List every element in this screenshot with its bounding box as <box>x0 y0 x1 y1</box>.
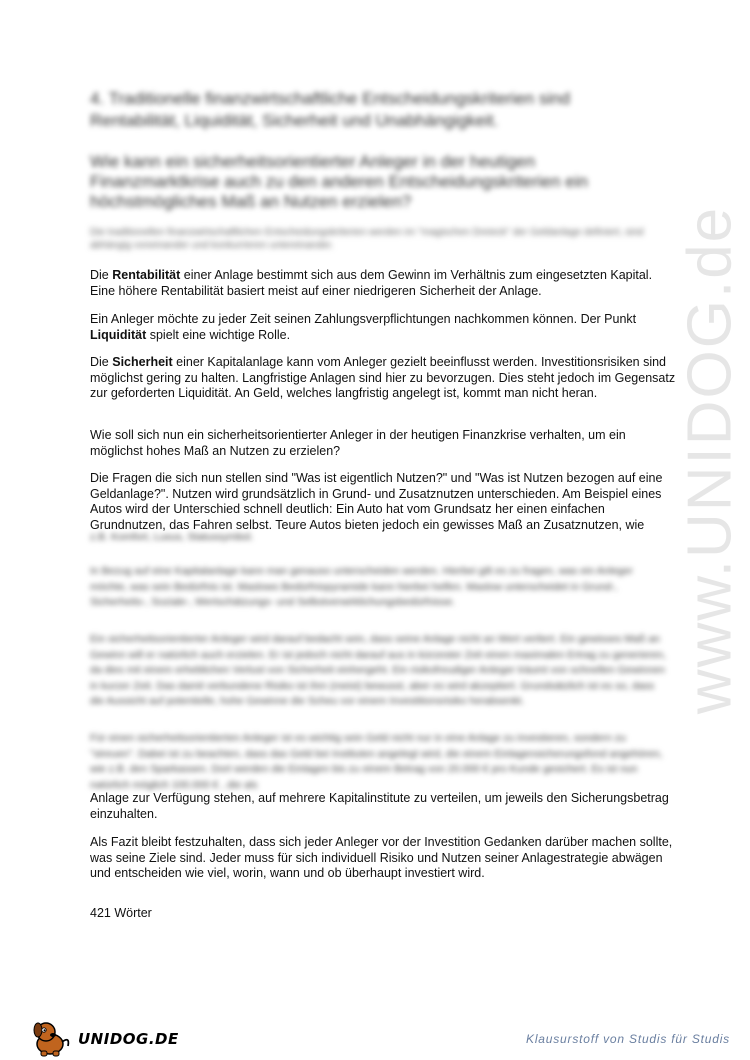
watermark: www.UNIDOG.de <box>675 205 745 715</box>
paragraph-sicherheit: Die Sicherheit einer Kapitalanlage kann vom Anleger gezielt beeinflusst werden. Investitionsrisiken sind möglichst gering zu halten. Langfristige Anlagen sind hier zu bevorzugen. Dies steht jedoch im Gegensatz zur geforderten Liquidität. An Geld, welches langfristig angelegt ist, kommt man nicht heran. <box>90 355 676 400</box>
paragraph-fazit: Als Fazit bleibt festzuhalten, dass sich jeder Anleger vor der Investition Gedanken darüber machen sollte, was seine Ziele sind. Jeder muss für sich individuell Risiko und Nutzen seiner Anlagestrategie abwägen und entscheiden wie viel, worin, wann und ob überhaupt investiert wird. <box>90 835 673 880</box>
intro-paragraph: Die traditionellen finanzwirtschaftlichen Entscheidungskriterien werden im "magischen Dreieck" der Geldanlage definiert, sind abhängig voneinander und konkurrieren untereinander. <box>90 227 644 251</box>
unidog-logo[interactable] <box>26 1018 179 1058</box>
logo-text: UNIDOG.DE <box>78 1030 179 1048</box>
paragraph-nutzen: Die Fragen die sich nun stellen sind "Was ist eigentlich Nutzen?" und "Was ist Nutzen bezogen auf eine Geldanlage?". Nutzen wird grundsätzlich in Grund- und Zusatznutzen unterschieden. Am Beispiel eines Autos wird der Unterschied schnell deutlich: Ein Auto hat vom Grundsatz her einen einfachen Grundnutzen, das Fahren selbst. Teure Autos bieten jedoch ein gewisses Maß an Zusatznutzen, wie <box>90 471 663 532</box>
dog-mascot-icon <box>26 1018 74 1058</box>
footer-slogan: Klausurstoff von Studis für Studis <box>526 1032 730 1046</box>
paragraph-maslow-blurred: In Bezug auf eine Kapitalanlage kann man genauso unterscheiden werden. Hierbei gilt es zu fragen, was ein Anleger möchte, was sein Bedürfnis ist. Maslows Bedürfnispyramide kann hierbei helfen. Maslow unterscheidet in Grund-, Sicherheits-, Soziale-, Wertschätzungs- und Selbstverwirklichungsbedürfnisse. <box>90 565 633 608</box>
paragraph-liquiditaet: Ein Anleger möchte zu jeder Zeit seinen Zahlungsverpflichtungen nachkommen können. Der Punkt Liquidität spielt eine wichtige Rolle. <box>90 312 637 342</box>
paragraph-streuen: Anlage zur Verfügung stehen, auf mehrere Kapitalinstitute zu verteilen, um jeweils den Sicherungsbetrag einzuhalten. <box>90 791 669 821</box>
paragraph-anleger-blurred: Ein sicherheitsorientierter Anleger wird darauf bedacht sein, dass seine Anlage nicht an Wert verliert. Ein gewisses Maß an Gewinn will er natürlich auch erzielen. Er ist jedoch nicht darauf aus in kürzester Zeit einen maximalen Ertrag zu generieren, da dies mit einem erheblichen Verlust von Sicherheit einhergeht. Ein risikofreudiger Anleger träumt von schnellen Gewinnen in kurzer Zeit. Das damit verbundene Risiko ist ihm (meist) bewusst, aber es wird akzeptiert. Grundsätzlich ist es so, dass die Aussicht auf potentielle, hohe Gewinne die Scheu vor einem Investitionsrisiko herabsenkt. <box>90 633 667 707</box>
paragraph-rentabilitaet: Die Rentabilität einer Anlage bestimmt sich aus dem Gewinn im Verhältnis zum eingesetzten Kapital. Eine höhere Rentabilität basiert meist auf einer niedrigeren Sicherheit der Anlage. <box>90 268 653 298</box>
paragraph-frage: Wie soll sich nun ein sicherheitsorientierter Anleger in der heutigen Finanzkrise verhalten, um ein möglichst hohes Maß an Nutzen zu erzielen? <box>90 428 626 458</box>
word-count: 421 Wörter <box>90 906 152 920</box>
paragraph-nutzen-blurred: z.B. Komfort, Luxus, Statussymbol. <box>90 531 254 543</box>
paragraph-streuen-blurred: Für einen sicherheitsorientierten Anleger ist es wichtig sein Geld nicht nur in eine Anlage zu investieren, sondern zu "streuen". Dabei ist zu beachten, dass das Geld bei Instituten angelegt wird, die einem Einlagensicherungsfond angehören, wie z.B. den Sparkassen. Dort werden die Einlagen bis zu einem Betrag von 20.000 € pro Kunde gesichert. Es ist nun natürlich möglich 100.000 € , die als <box>90 732 663 791</box>
section-question: Wie kann ein sicherheitsorientierter Anleger in der heutigen Finanzmarktkrise auch zu den anderen Entscheidungskriterien ein höchstmögliches Maß an Nutzen erzielen? <box>90 152 588 211</box>
section-heading: 4. Traditionelle finanzwirtschaftliche Entscheidungskriterien sind Rentabilität, Liquidität, Sicherheit und Unabhängigkeit. <box>90 89 571 130</box>
